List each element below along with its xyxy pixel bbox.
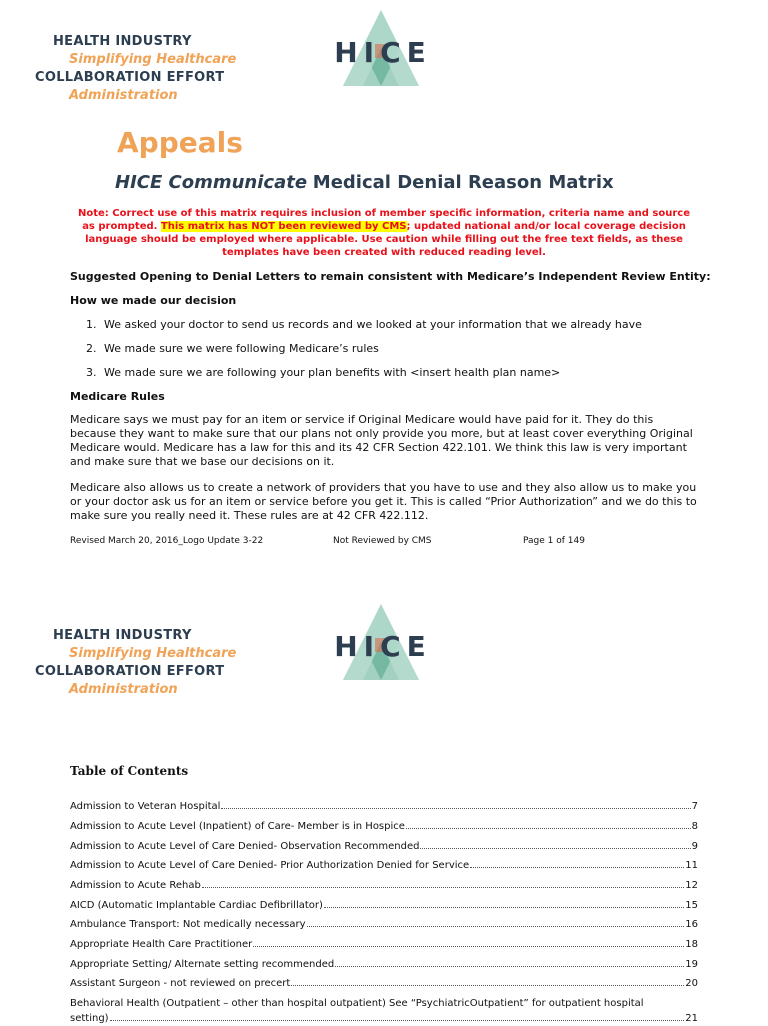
toc-entry[interactable]: Admission to Acute Level (Inpatient) of Care- Member is in Hospice 8 bbox=[70, 821, 698, 832]
note-text-end: ; updated national and/or local coverage decision language should be employed where applicable. Use caution while filling out the free text fields, as these templates have been created with reduced reading level. bbox=[85, 221, 686, 258]
how-decision-heading: How we made our decision bbox=[70, 294, 237, 307]
toc-title: Table of Contents bbox=[70, 764, 189, 778]
medicare-rules-heading: Medicare Rules bbox=[70, 390, 165, 403]
page-title: Appeals bbox=[117, 126, 243, 159]
hice-logo bbox=[333, 8, 433, 88]
toc-entry[interactable]: Assistant Surgeon - not reviewed on precert 20 bbox=[70, 978, 698, 989]
document-title bbox=[115, 172, 614, 193]
org-tagline-line1: Simplifying Healthcare bbox=[69, 646, 237, 661]
medicare-rules-paragraph-1: Medicare says we must pay for an item or service if Original Medicare would have paid for it. They do this because they want to make sure that our plans not only provide you more, but at least cover everything Original Medicare would. Medicare has a law for this and its 42 CFR Section 422.101. We think this law is very important and make sure that we base our decisions on it. bbox=[70, 413, 693, 468]
logo-text: HICE bbox=[334, 36, 432, 69]
org-tagline-line1: Simplifying Healthcare bbox=[69, 52, 237, 67]
org-tagline-line2: Administration bbox=[69, 88, 178, 103]
org-name-line1: HEALTH INDUSTRY bbox=[53, 628, 192, 643]
document-title-emphasis: HICE Communicate bbox=[115, 172, 308, 193]
toc-entry[interactable]: Appropriate Setting/ Alternate setting recommended 19 bbox=[70, 959, 698, 970]
org-name-line2: COLLABORATION EFFORT bbox=[35, 664, 225, 679]
suggested-opening-heading: Suggested Opening to Denial Letters to remain consistent with Medicare’s Independent Review Entity: bbox=[70, 270, 711, 283]
org-name-line2: COLLABORATION EFFORT bbox=[35, 70, 225, 85]
footer-revision: Revised March 20, 2016_Logo Update 3-22 bbox=[70, 536, 264, 546]
toc-entry[interactable]: Ambulance Transport: Not medically necessary 16 bbox=[70, 919, 698, 930]
toc-entry[interactable]: Appropriate Health Care Practitioner 18 bbox=[70, 939, 698, 950]
toc-entry[interactable] bbox=[70, 996, 698, 1026]
medicare-rules-paragraph-2: Medicare also allows us to create a network of providers that you have to use and they also allow us to make you or your doctor ask us for an item or service before you get it. This is called “Prior Authorization” and we do this to make sure you really need it. These rules are at 42 CFR 422.112. bbox=[70, 481, 697, 522]
cms-warning-note bbox=[72, 207, 696, 259]
list-item: 2. We made sure we were following Medicare’s rules bbox=[86, 342, 379, 355]
toc-entry[interactable]: Admission to Veteran Hospital 7 bbox=[70, 801, 698, 812]
org-name-line1: HEALTH INDUSTRY bbox=[53, 34, 192, 49]
list-item: 1. We asked your doctor to send us records and we looked at your information that we already have bbox=[86, 318, 642, 331]
note-highlight: This matrix has NOT been reviewed by CMS bbox=[160, 221, 407, 232]
footer-page-number: Page 1 of 149 bbox=[523, 536, 585, 546]
toc-entry-line1: Behavioral Health (Outpatient – other than hospital outpatient) See “PsychiatricOutpatient” for outpatient hospital bbox=[70, 998, 644, 1009]
toc-entry-line2: setting) 21 bbox=[70, 1013, 698, 1024]
document-title-rest: Medical Denial Reason Matrix bbox=[312, 172, 614, 193]
logo-text: HICE bbox=[334, 630, 432, 663]
note-text-start: Note: Correct use of this matrix requires inclusion of member specific information, criteria name and source as prompted. bbox=[78, 208, 690, 232]
toc-entry[interactable]: AICD (Automatic Implantable Cardiac Defibrillator) 15 bbox=[70, 900, 698, 911]
toc-entry[interactable]: Admission to Acute Level of Care Denied- Observation Recommended 9 bbox=[70, 841, 698, 852]
toc-entry[interactable]: Admission to Acute Rehab 12 bbox=[70, 880, 698, 891]
hice-logo bbox=[333, 602, 433, 682]
list-item: 3. We made sure we are following your plan benefits with <insert health plan name> bbox=[86, 366, 561, 379]
toc-entry[interactable]: Admission to Acute Level of Care Denied- Prior Authorization Denied for Service 11 bbox=[70, 860, 698, 871]
footer-review-status: Not Reviewed by CMS bbox=[333, 536, 432, 546]
org-tagline-line2: Administration bbox=[69, 682, 178, 697]
